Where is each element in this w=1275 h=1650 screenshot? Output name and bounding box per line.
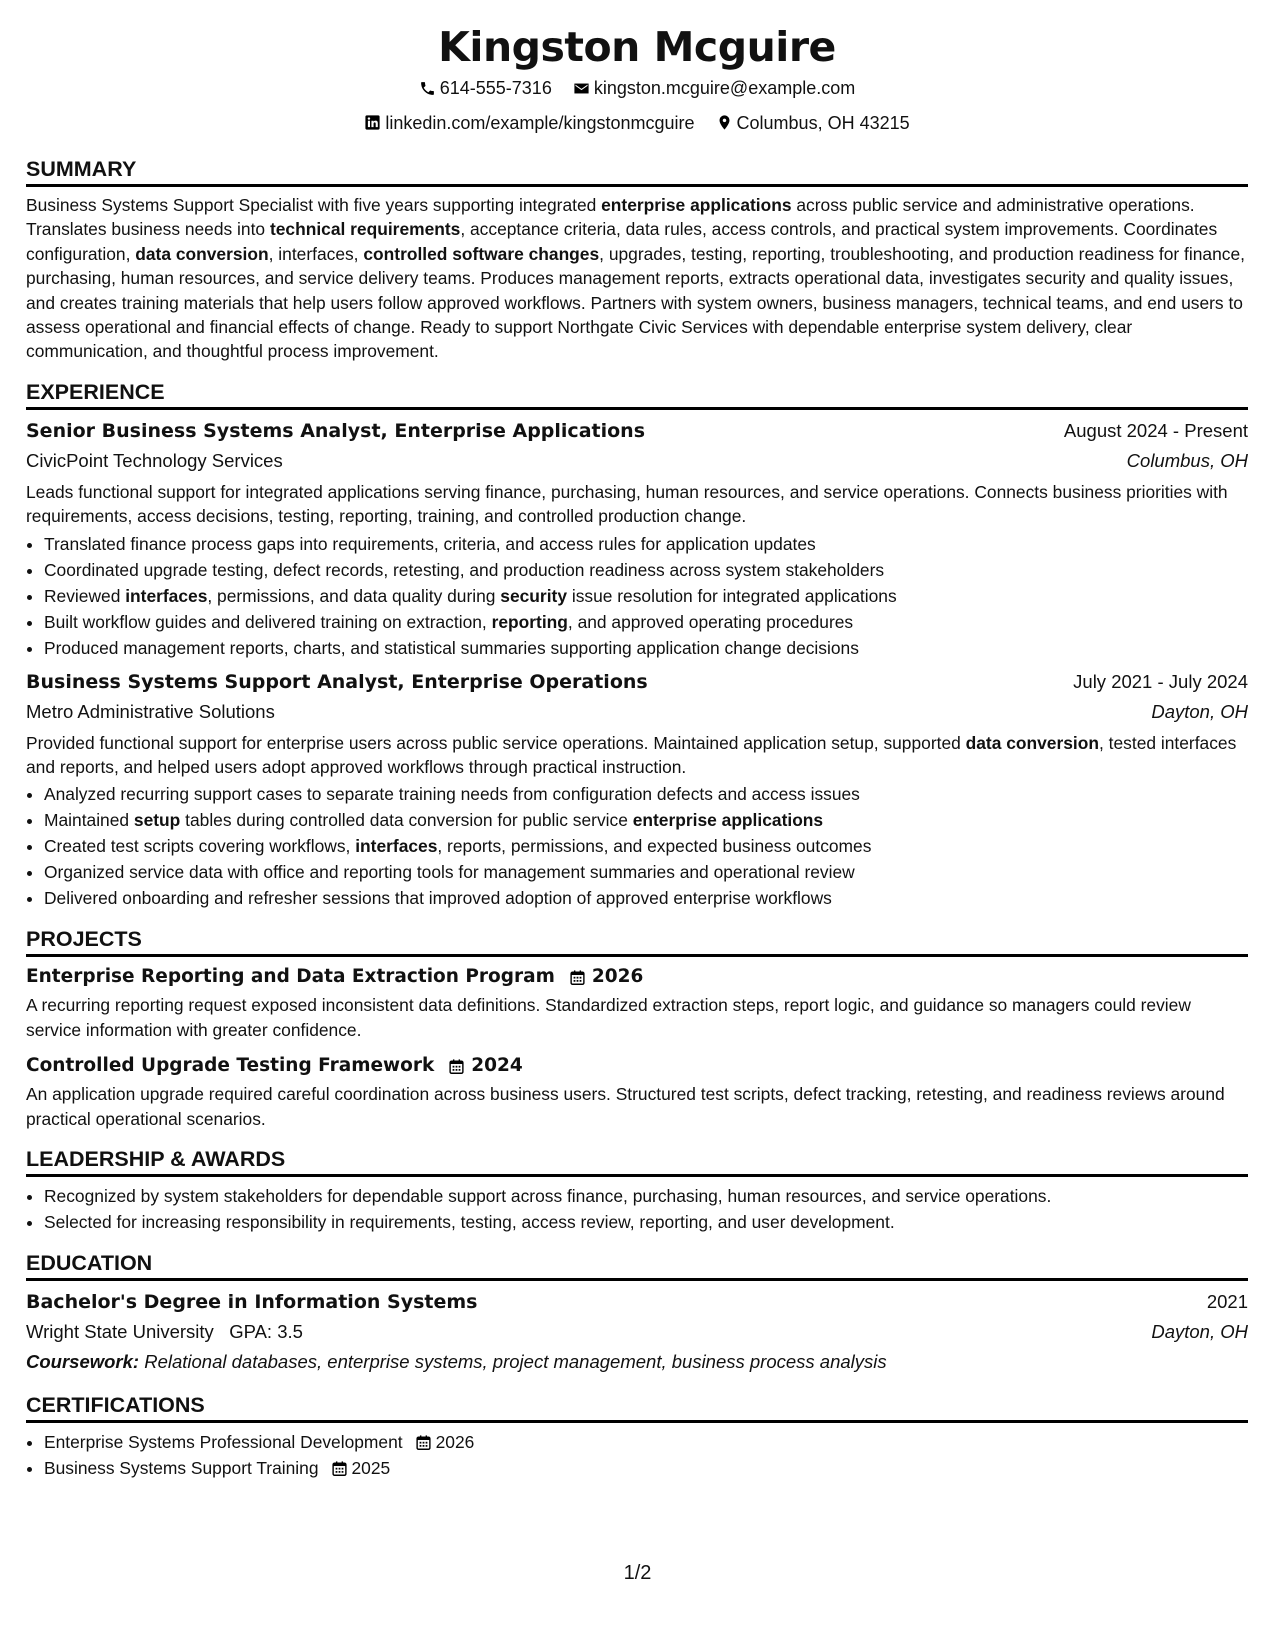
school-info [26,1317,303,1347]
text-segment: , interfaces, [268,243,364,264]
section-title-leadership: LEADERSHIP & AWARDS [26,1131,1248,1177]
job-entry [26,416,1248,661]
job-location: Columbus, OH [1126,449,1248,471]
emphasis-text: data conversion [965,732,1099,753]
text-segment: , reports, permissions, and expected business outcomes [437,836,872,857]
job-description [26,480,1248,529]
text-segment: Reviewed [44,585,126,606]
degree-title: Bachelor's Degree in Information Systems [26,1291,478,1314]
candidate-name: Kingston Mcguire [438,23,836,71]
list-item [44,1429,1248,1455]
emphasis-text: security [500,585,567,606]
coursework [26,1347,1248,1377]
list-item: • Selected for increasing responsibility in requirements, testing, access review, reporting, and user development. [44,1209,1248,1235]
linkedin-icon [364,114,381,131]
job-title: Business Systems Support Analyst, Enterprise Operations [26,670,648,693]
section-title-experience: EXPERIENCE [26,364,1248,410]
school-location: Dayton, OH [1151,1321,1248,1343]
job-location: Dayton, OH [1151,700,1248,722]
bullet-item [44,859,1248,885]
job-description [26,731,1248,780]
contact-row-2 [26,107,1248,142]
project-year: 2024 [471,1055,523,1077]
contact-row-1 [26,72,1248,107]
bullet-item [44,833,1248,859]
text-segment: Coordinated upgrade testing, defect records, retesting, and production readiness across system stakeholders [44,559,885,580]
emphasis-text: reporting [491,611,568,632]
job-title: Senior Business Systems Analyst, Enterprise Applications [26,419,646,442]
section-title-education: EDUCATION [26,1235,1248,1281]
job-dates: July 2021 - July 2024 [1073,670,1248,692]
bullet-item [44,531,1248,557]
text-segment: issue resolution for integrated applications [567,585,897,606]
section-title-certifications: CERTIFICATIONS [26,1377,1248,1423]
bullet-item [44,807,1248,833]
project-year: 2026 [591,966,644,988]
phone-icon [419,80,436,97]
text-segment: across public service and administrative operations. Translates business needs into [26,195,1195,240]
bullet-item [44,609,1248,635]
text-segment: Provided functional support for enterprise users across public service operations. Maintained application setup, supported [26,732,966,753]
text-segment: , permissions, and data quality during [207,585,501,606]
education-section [26,1235,1248,1377]
certification-name: • Enterprise Systems Professional Development [44,1432,403,1453]
job-company: Metro Administrative Solutions [26,700,275,722]
text-segment: , acceptance criteria, data rules, access controls, and practical system improvements. Coordinates configuration, [26,219,1218,264]
graduation-year: 2021 [1206,1291,1248,1313]
job-entry [26,667,1248,912]
project-title: Controlled Upgrade Testing Framework [26,1055,435,1077]
text-segment: Leads functional support for integrated applications serving finance, purchasing, human resources, and service operations. Connects business priorities with requirements, access decisions, testing, reporting, training, and controlled production change. [26,481,1228,527]
job-bullets [26,531,1248,661]
certification-year: 2025 [351,1458,391,1479]
bullet-item [44,781,1248,807]
job-company: CivicPoint Technology Services [26,449,283,471]
envelope-icon [573,80,590,97]
text-segment: , tested interfaces and reports, and helped users adopt approved workflows through practical instruction. [26,732,1237,778]
emphasis-text: interfaces [355,836,438,857]
coursework-label: Coursework: [26,1351,140,1373]
location-contact [716,107,910,139]
emphasis-text: setup [133,810,181,831]
phone-number: 614-555-7316 [439,78,552,98]
text-segment: tables during controlled data conversion for public service [180,810,633,831]
job-bullets [26,781,1248,911]
text-segment: Maintained [44,810,134,831]
text-segment: Created test scripts covering workflows, [44,836,356,857]
coursework-list: Relational databases, enterprise systems, project management, business process analysis [139,1351,887,1373]
school-name: Wright State University [26,1321,214,1343]
job-dates: August 2024 - Present [1063,419,1248,441]
project-entry [26,963,1248,1042]
location-text: Columbus, OH 43215 [736,112,910,133]
text-segment: Organized service data with office and reporting tools for management summaries and operational review [44,862,855,883]
text-segment: Produced management reports, charts, and statistical summaries supporting application change decisions [44,637,859,658]
bullet-item [44,635,1248,661]
email-address[interactable]: kingston.mcguire@example.com [593,78,856,98]
map-pin-icon [716,114,733,131]
list-item: • Recognized by system stakeholders for dependable support across finance, purchasing, human resources, and service operations. [44,1183,1248,1209]
leadership-list [26,1183,1248,1235]
project-description: A recurring reporting request exposed inconsistent data definitions. Standardized extraction steps, report logic, and guidance so managers could review service information with greater confidence. [26,995,1191,1040]
project-title: Enterprise Reporting and Data Extraction Program [26,966,555,988]
section-title-summary: SUMMARY [26,141,1248,187]
text-segment: , upgrades, testing, reporting, troubleshooting, and production readiness for finance, purchasing, human resources, and service delivery teams. Produces management reports, extracts operational data, investigates security and quality issues, and creates training materials that help users follow approved workflows. Partners with system owners, business managers, technical teams, and end users to assess operational and financial effects of change. Ready to support Northgate Civic Services with dependable enterprise system delivery, clear communication, and thoughtful process improvement. [26,243,1245,362]
list-item [44,1455,1248,1481]
resume-page [26,0,1248,1481]
certification-name: • Business Systems Support Training [44,1458,319,1479]
certification-year: 2026 [435,1432,475,1453]
summary-text [26,193,1248,364]
text-segment: , and approved operating procedures [567,611,854,632]
text-segment: Delivered onboarding and refresher sessions that improved adoption of approved enterprise workflows [44,888,832,909]
bullet-item [44,583,1248,609]
certifications-section [26,1377,1248,1481]
text-segment: Business Systems Support Specialist with five years supporting integrated [26,195,602,215]
emphasis-text: controlled software changes [363,243,600,264]
certifications-list [26,1429,1248,1481]
emphasis-text: interfaces [125,585,208,606]
calendar-icon [448,1058,465,1075]
emphasis-text: data conversion [135,243,269,264]
calendar-icon [415,1434,432,1451]
projects-section [26,911,1248,1131]
phone-contact [419,72,552,104]
project-entry [26,1052,1248,1131]
emphasis-text: enterprise applications [601,195,792,215]
calendar-icon [331,1460,348,1477]
leadership-section [26,1131,1248,1235]
text-segment: Built workflow guides and delivered training on extraction, [44,611,492,632]
linkedin-url[interactable]: linkedin.com/example/kingstonmcguire [385,112,695,133]
education-entry [26,1287,1248,1377]
project-description: An application upgrade required careful coordination across business users. Structured test scripts, defect tracking, retesting, and readiness reviews around practical operational scenarios. [26,1084,1225,1129]
section-title-projects: PROJECTS [26,911,1248,957]
experience-section [26,364,1248,912]
page-number: 1/2 [623,1562,652,1584]
bullet-item [44,885,1248,911]
resume-header [26,0,1248,141]
emphasis-text: technical requirements [269,219,461,240]
calendar-icon [569,969,586,986]
linkedin-contact[interactable] [364,107,694,139]
text-segment: Translated finance process gaps into requirements, criteria, and access rules for application updates [44,533,816,554]
text-segment: Analyzed recurring support cases to separate training needs from configuration defects and access issues [44,784,860,805]
email-contact[interactable] [573,72,855,104]
summary-section [26,141,1248,364]
gpa: GPA: 3.5 [229,1321,303,1343]
emphasis-text: enterprise applications [632,810,824,831]
bullet-item [44,557,1248,583]
